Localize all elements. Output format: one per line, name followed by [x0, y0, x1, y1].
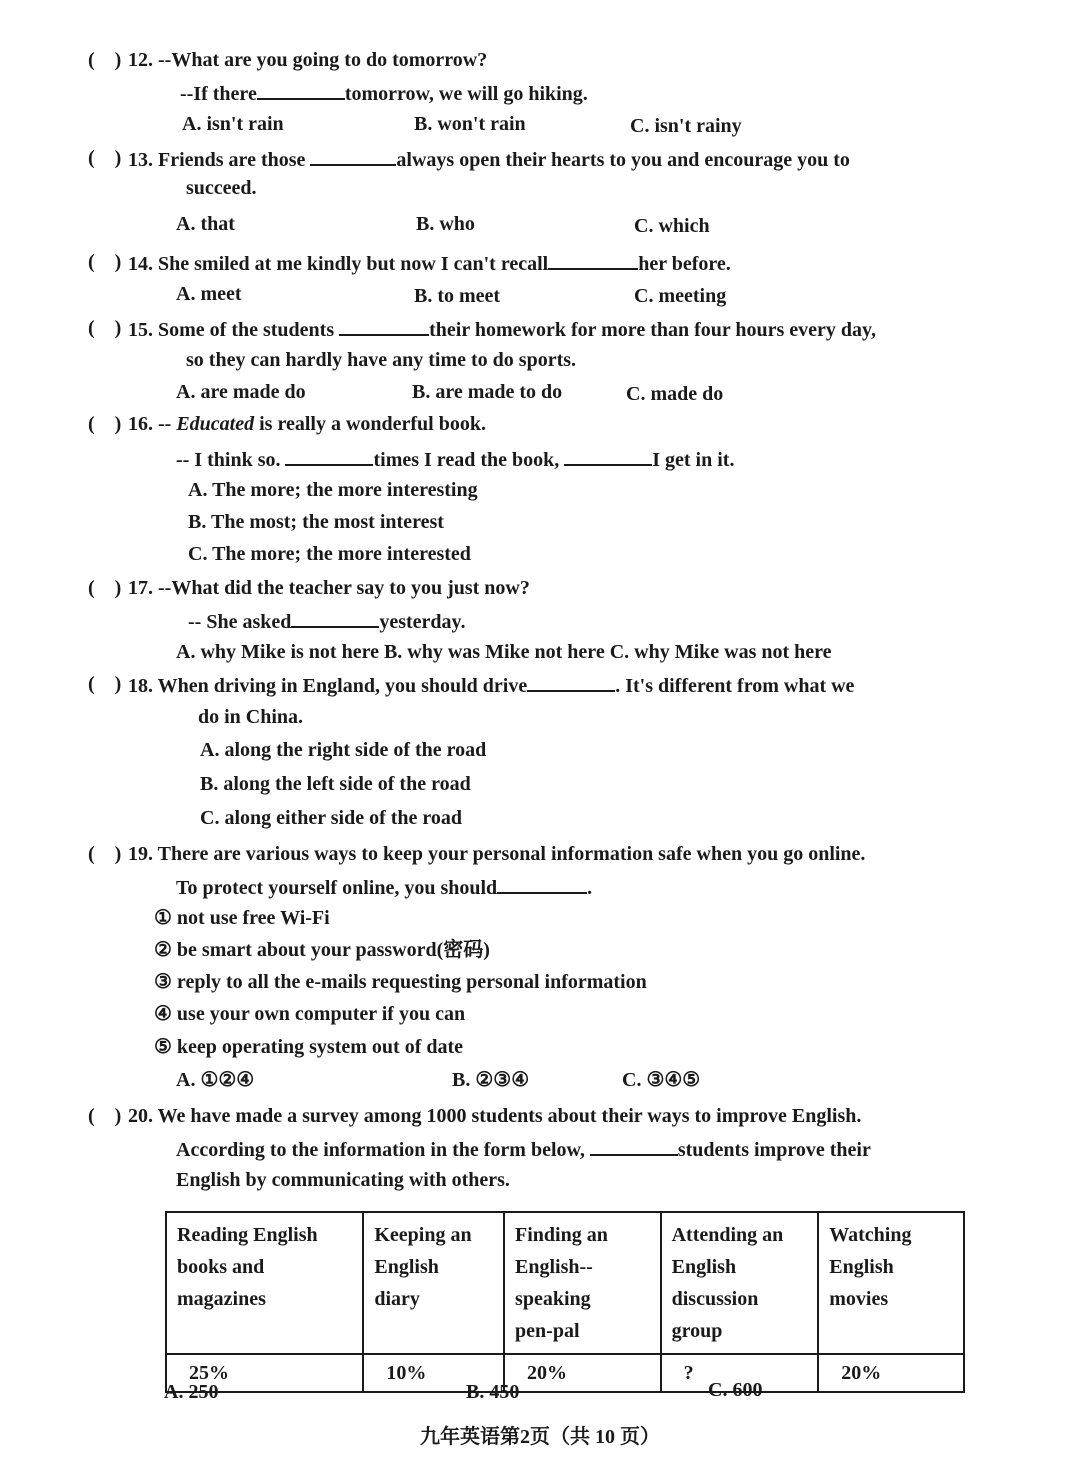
q17-text-a: -- She asked — [188, 611, 292, 633]
q14-text-b: her before. — [638, 253, 731, 275]
answer-blank — [497, 874, 587, 894]
header-pen-pal — [504, 1212, 661, 1354]
answer-blank — [257, 80, 345, 100]
q13-option-b: B. who — [416, 213, 475, 235]
header-diary — [363, 1212, 504, 1354]
question-20-line2 — [176, 1136, 871, 1162]
header-line: discussion — [671, 1288, 759, 1310]
question-18-stem — [128, 672, 854, 698]
answer-blank — [310, 146, 396, 166]
answer-bracket: ( ) — [88, 673, 122, 695]
q18-option-a: A. along the right side of the road — [200, 739, 487, 761]
q19-item-2: ② be smart about your password(密码) — [154, 939, 490, 961]
q12-option-a: A. isn't rain — [182, 113, 284, 135]
q15-option-a: A. are made do — [176, 381, 306, 403]
survey-table — [165, 1211, 965, 1393]
q19-text-b: . — [587, 877, 593, 899]
header-line: pen-pal — [515, 1320, 580, 1342]
q13-text-b: always open their hearts to you and encourage you to — [396, 149, 850, 171]
survey-header-row — [166, 1212, 964, 1354]
q16-text-a: 16. -- — [128, 413, 172, 435]
header-line: speaking — [515, 1288, 591, 1310]
question-17-stem: 17. --What did the teacher say to you just now? — [128, 577, 530, 599]
q16-option-b: B. The most; the most interest — [188, 511, 444, 533]
q16-option-a: A. The more; the more interesting — [188, 479, 478, 501]
q19-text-a: To protect yourself online, you should — [176, 877, 498, 899]
header-line: Finding an — [515, 1224, 608, 1246]
answer-blank — [590, 1136, 678, 1156]
header-line: English — [374, 1256, 439, 1278]
answer-blank — [527, 672, 615, 692]
answer-blank — [285, 446, 373, 466]
question-13-stem — [128, 146, 850, 172]
answer-blank — [548, 250, 638, 270]
question-13-line2: succeed. — [186, 177, 257, 199]
q13-option-c: C. which — [634, 215, 710, 237]
question-19-line2 — [176, 874, 592, 900]
question-18-line2: do in China. — [198, 706, 304, 728]
question-17-line2 — [188, 608, 465, 634]
q17-text-b: yesterday. — [379, 611, 466, 633]
q12-option-b: B. won't rain — [414, 113, 526, 135]
question-15-stem — [128, 316, 876, 342]
answer-bracket: ( ) — [88, 49, 122, 71]
q20-text-b: students improve their — [677, 1139, 871, 1161]
q20-option-c: C. 600 — [708, 1379, 763, 1401]
answer-bracket: ( ) — [88, 251, 122, 273]
survey-values-row — [166, 1354, 964, 1392]
answer-bracket: ( ) — [88, 843, 122, 865]
q14-option-b: B. to meet — [414, 285, 501, 307]
header-line: group — [671, 1320, 723, 1342]
header-line: movies — [829, 1288, 889, 1310]
q19-item-1: ① not use free Wi-Fi — [154, 907, 330, 929]
q13-option-a: A. that — [176, 213, 235, 235]
answer-bracket: ( ) — [88, 1105, 122, 1127]
q15-text-a: 15. Some of the students — [128, 319, 335, 341]
q13-text-a: 13. Friends are those — [128, 149, 306, 171]
value-movies: 20% — [818, 1354, 964, 1392]
q12-text-b: tomorrow, we will go hiking. — [344, 83, 588, 105]
question-14-stem — [128, 250, 731, 276]
q12-option-c: C. isn't rainy — [630, 115, 742, 137]
q19-option-b: B. ②③④ — [452, 1069, 530, 1091]
header-line: Watching — [829, 1224, 912, 1246]
q15-option-c: C. made do — [626, 383, 724, 405]
q15-text-b: their homework for more than four hours every day, — [429, 319, 876, 341]
header-line: magazines — [177, 1288, 266, 1310]
header-line: English — [829, 1256, 894, 1278]
q19-item-4: ④ use your own computer if you can — [154, 1003, 466, 1025]
q19-option-a: A. ①②④ — [176, 1069, 255, 1091]
q20-option-b: B. 450 — [466, 1381, 520, 1403]
q16-option-c: C. The more; the more interested — [188, 543, 471, 565]
q16-text-c: -- I think so. — [176, 449, 281, 471]
question-20-line3: English by communicating with others. — [176, 1169, 510, 1191]
answer-bracket: ( ) — [88, 317, 122, 339]
q16-text-d: times I read the book, — [373, 449, 560, 471]
q18-text-a: 18. When driving in England, you should drive — [128, 675, 528, 697]
header-movies — [818, 1212, 964, 1354]
question-15-line2: so they can hardly have any time to do sports. — [186, 349, 577, 371]
q16-text-e: I get in it. — [652, 449, 735, 471]
value-diary: 10% — [363, 1354, 504, 1392]
question-16-stem — [128, 412, 486, 436]
value-pen-pal: 20% — [504, 1354, 661, 1392]
q19-item-3: ③ reply to all the e-mails requesting personal information — [154, 971, 647, 993]
q19-item-5: ⑤ keep operating system out of date — [154, 1036, 464, 1058]
question-20-stem: 20. We have made a survey among 1000 students about their ways to improve English. — [128, 1105, 862, 1127]
header-line: Attending an — [671, 1224, 784, 1246]
q14-option-a: A. meet — [176, 283, 242, 305]
header-line: diary — [374, 1288, 420, 1310]
header-line: Keeping an — [374, 1224, 472, 1246]
answer-bracket: ( ) — [88, 147, 122, 169]
answer-blank — [564, 446, 652, 466]
question-12-line2 — [180, 80, 588, 106]
q18-option-c: C. along either side of the road — [200, 807, 463, 829]
answer-blank — [291, 608, 379, 628]
header-line: Reading English — [177, 1224, 318, 1246]
q20-text-a: According to the information in the form below, — [176, 1139, 585, 1161]
q16-book-title: Educated — [176, 413, 255, 435]
header-line: books and — [177, 1256, 265, 1278]
q12-text-a: --If there — [180, 83, 257, 105]
answer-blank — [339, 316, 429, 336]
header-line: English-- — [515, 1256, 593, 1278]
question-19-stem: 19. There are various ways to keep your personal information safe when you go online. — [128, 843, 866, 865]
header-discussion — [661, 1212, 819, 1354]
question-12-stem: 12. --What are you going to do tomorrow? — [128, 49, 488, 71]
q17-options: A. why Mike is not here B. why was Mike not here C. why Mike was not here — [176, 641, 832, 663]
q15-option-b: B. are made to do — [412, 381, 563, 403]
page-footer: 九年英语第2页（共 10 页） — [420, 1426, 660, 1448]
q18-text-b: . It's different from what we — [615, 675, 855, 697]
question-16-line2 — [176, 446, 734, 472]
value-discussion: ? — [661, 1354, 819, 1392]
answer-bracket: ( ) — [88, 413, 122, 435]
q16-text-b: is really a wonderful book. — [259, 413, 486, 435]
q19-option-c: C. ③④⑤ — [622, 1069, 701, 1091]
q14-text-a: 14. She smiled at me kindly but now I can't recall — [128, 253, 549, 275]
answer-bracket: ( ) — [88, 577, 122, 599]
q18-option-b: B. along the left side of the road — [200, 773, 471, 795]
value-reading: 25% — [166, 1354, 363, 1392]
header-reading — [166, 1212, 363, 1354]
q14-option-c: C. meeting — [634, 285, 727, 307]
header-line: English — [671, 1256, 737, 1278]
q20-option-a: A. 250 — [164, 1381, 219, 1403]
